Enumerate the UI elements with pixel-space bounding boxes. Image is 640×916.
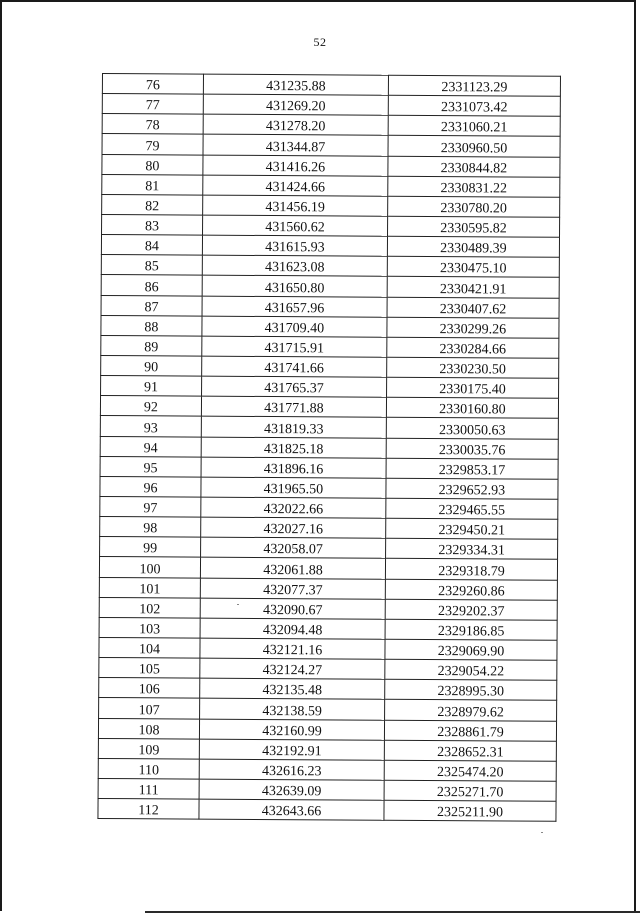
table-row: [102, 114, 560, 137]
point-number-cell: 111: [98, 778, 199, 799]
table-row: [98, 799, 556, 822]
y-coordinate-cell: 2329318.79: [385, 559, 557, 580]
table-row: [98, 758, 556, 781]
y-coordinate-cell: 2325211.90: [384, 800, 556, 821]
table-row: [98, 738, 556, 761]
x-coordinate-cell: 432160.99: [199, 719, 384, 740]
point-number-cell: 112: [98, 799, 199, 820]
y-coordinate-cell: 2330299.26: [387, 317, 559, 338]
y-coordinate-cell: 2330475.10: [387, 257, 559, 278]
point-number-cell: 81: [102, 174, 203, 195]
point-number-cell: 79: [102, 134, 203, 155]
point-number-cell: 76: [102, 74, 203, 95]
point-number-cell: 97: [100, 496, 201, 517]
y-coordinate-cell: 2329334.31: [386, 538, 558, 559]
y-coordinate-cell: 2328995.30: [385, 679, 557, 700]
y-coordinate-cell: 2329069.90: [385, 639, 557, 660]
x-coordinate-cell: 432639.09: [199, 779, 384, 800]
point-number-cell: 108: [98, 718, 199, 739]
x-coordinate-cell: 431278.20: [203, 114, 388, 135]
y-coordinate-cell: 2330960.50: [388, 136, 560, 157]
y-coordinate-cell: 2330160.80: [386, 397, 558, 418]
table-row: [102, 94, 560, 117]
point-number-cell: 104: [99, 637, 200, 658]
y-coordinate-cell: 2331123.29: [388, 75, 560, 96]
table-row: [101, 275, 559, 298]
point-number-cell: 102: [99, 597, 200, 618]
table-row: [99, 617, 557, 640]
y-coordinate-cell: 2330489.39: [387, 236, 559, 257]
table-row: [98, 778, 556, 801]
y-coordinate-cell: 2330175.40: [387, 377, 559, 398]
y-coordinate-cell: 2330284.66: [387, 337, 559, 358]
y-coordinate-cell: 2328652.31: [384, 740, 556, 761]
y-coordinate-cell: 2330421.91: [387, 277, 559, 298]
table-row: [98, 718, 556, 741]
table-row: [102, 174, 560, 197]
table-row: [100, 416, 558, 439]
coordinates-table: [97, 73, 561, 822]
y-coordinate-cell: 2328861.79: [384, 720, 556, 741]
x-coordinate-cell: 431709.40: [202, 316, 387, 337]
table-row: [100, 456, 558, 479]
point-number-cell: 101: [99, 577, 200, 598]
coordinates-table-body: [98, 74, 561, 822]
point-number-cell: 100: [99, 557, 200, 578]
x-coordinate-cell: 431560.62: [203, 215, 388, 236]
table-row: [102, 194, 560, 217]
point-number-cell: 84: [101, 235, 202, 256]
table-row: [101, 355, 559, 378]
x-coordinate-cell: 432090.67: [200, 598, 385, 619]
table-row: [101, 376, 559, 399]
x-coordinate-cell: 432061.88: [200, 557, 385, 578]
table-row: [99, 577, 557, 600]
table-row: [101, 335, 559, 358]
table-row: [99, 557, 557, 580]
x-coordinate-cell: 432121.16: [200, 638, 385, 659]
y-coordinate-cell: 2330407.62: [387, 297, 559, 318]
x-coordinate-cell: 431623.08: [202, 255, 387, 276]
x-coordinate-cell: 432124.27: [200, 658, 385, 679]
x-coordinate-cell: 431344.87: [203, 135, 388, 156]
x-coordinate-cell: 432077.37: [200, 578, 385, 599]
y-coordinate-cell: 2330230.50: [387, 357, 559, 378]
y-coordinate-cell: 2329260.86: [385, 579, 557, 600]
table-row: [99, 658, 557, 681]
point-number-cell: 86: [101, 275, 202, 296]
y-coordinate-cell: 2329853.17: [386, 458, 558, 479]
x-coordinate-cell: 432094.48: [200, 618, 385, 639]
point-number-cell: 88: [101, 315, 202, 336]
y-coordinate-cell: 2329202.37: [385, 599, 557, 620]
x-coordinate-cell: 432027.16: [201, 517, 386, 538]
point-number-cell: 98: [100, 517, 201, 538]
point-number-cell: 105: [99, 658, 200, 679]
table-row: [101, 295, 559, 318]
x-coordinate-cell: 431424.66: [203, 175, 388, 196]
x-coordinate-cell: 431896.16: [201, 457, 386, 478]
point-number-cell: 95: [100, 456, 201, 477]
table-row: [100, 476, 558, 499]
table-row: [99, 597, 557, 620]
point-number-cell: 103: [99, 617, 200, 638]
point-number-cell: 96: [100, 476, 201, 497]
x-coordinate-cell: 431819.33: [201, 417, 386, 438]
table-row: [102, 214, 560, 237]
point-number-cell: 78: [102, 114, 203, 135]
point-number-cell: 93: [100, 416, 201, 437]
x-coordinate-cell: 432616.23: [199, 759, 384, 780]
x-coordinate-cell: 432058.07: [201, 537, 386, 558]
point-number-cell: 99: [100, 537, 201, 558]
y-coordinate-cell: 2330844.82: [388, 156, 560, 177]
table-row: [101, 315, 559, 338]
bottom-border-line: [145, 911, 640, 913]
y-coordinate-cell: 2329652.93: [386, 478, 558, 499]
y-coordinate-cell: 2330831.22: [388, 176, 560, 197]
x-coordinate-cell: 431456.19: [203, 195, 388, 216]
y-coordinate-cell: 2330780.20: [388, 196, 560, 217]
x-coordinate-cell: 431965.50: [201, 477, 386, 498]
x-coordinate-cell: 432022.66: [201, 497, 386, 518]
table-row: [102, 134, 560, 157]
table-row: [99, 698, 557, 721]
table-row: [100, 496, 558, 519]
table-row: [101, 255, 559, 278]
y-coordinate-cell: 2330595.82: [388, 216, 560, 237]
x-coordinate-cell: 432135.48: [200, 678, 385, 699]
x-coordinate-cell: 431771.88: [201, 396, 386, 417]
point-number-cell: 110: [98, 758, 199, 779]
x-coordinate-cell: 431615.93: [202, 235, 387, 256]
point-number-cell: 83: [102, 214, 203, 235]
x-coordinate-cell: 431825.18: [201, 437, 386, 458]
point-number-cell: 91: [101, 376, 202, 397]
point-number-cell: 92: [100, 396, 201, 417]
point-number-cell: 80: [102, 154, 203, 175]
table-row: [102, 154, 560, 177]
table-row: [100, 537, 558, 560]
table-row: [102, 74, 560, 97]
scan-speck: [541, 832, 543, 833]
y-coordinate-cell: 2330035.76: [386, 438, 558, 459]
point-number-cell: 89: [101, 335, 202, 356]
x-coordinate-cell: 431715.91: [202, 336, 387, 357]
x-coordinate-cell: 432138.59: [200, 698, 385, 719]
point-number-cell: 94: [100, 436, 201, 457]
y-coordinate-cell: 2329054.22: [385, 659, 557, 680]
page-number: 52: [313, 35, 327, 49]
scan-speck: [237, 604, 239, 605]
x-coordinate-cell: 431765.37: [202, 376, 387, 397]
y-coordinate-cell: 2331073.42: [388, 95, 560, 116]
x-coordinate-cell: 432192.91: [199, 739, 384, 760]
y-coordinate-cell: 2331060.21: [388, 116, 560, 137]
x-coordinate-cell: 431657.96: [202, 296, 387, 317]
table-row: [101, 235, 559, 258]
table-row: [100, 396, 558, 419]
table-row: [100, 517, 558, 540]
table-row: [100, 436, 558, 459]
y-coordinate-cell: 2328979.62: [385, 700, 557, 721]
point-number-cell: 85: [101, 255, 202, 276]
point-number-cell: 107: [99, 698, 200, 719]
x-coordinate-cell: 431235.88: [203, 74, 388, 95]
point-number-cell: 77: [102, 94, 203, 115]
x-coordinate-cell: 431650.80: [202, 276, 387, 297]
x-coordinate-cell: 431416.26: [203, 155, 388, 176]
y-coordinate-cell: 2325474.20: [384, 760, 556, 781]
point-number-cell: 87: [101, 295, 202, 316]
y-coordinate-cell: 2329450.21: [386, 518, 558, 539]
x-coordinate-cell: 431741.66: [202, 356, 387, 377]
table-row: [99, 678, 557, 701]
x-coordinate-cell: 432643.66: [199, 799, 384, 820]
y-coordinate-cell: 2329186.85: [385, 619, 557, 640]
point-number-cell: 90: [101, 355, 202, 376]
y-coordinate-cell: 2330050.63: [386, 418, 558, 439]
x-coordinate-cell: 431269.20: [203, 94, 388, 115]
table-row: [99, 637, 557, 660]
point-number-cell: 109: [98, 738, 199, 759]
point-number-cell: 82: [102, 194, 203, 215]
y-coordinate-cell: 2325271.70: [384, 780, 556, 801]
point-number-cell: 106: [99, 678, 200, 699]
y-coordinate-cell: 2329465.55: [386, 498, 558, 519]
